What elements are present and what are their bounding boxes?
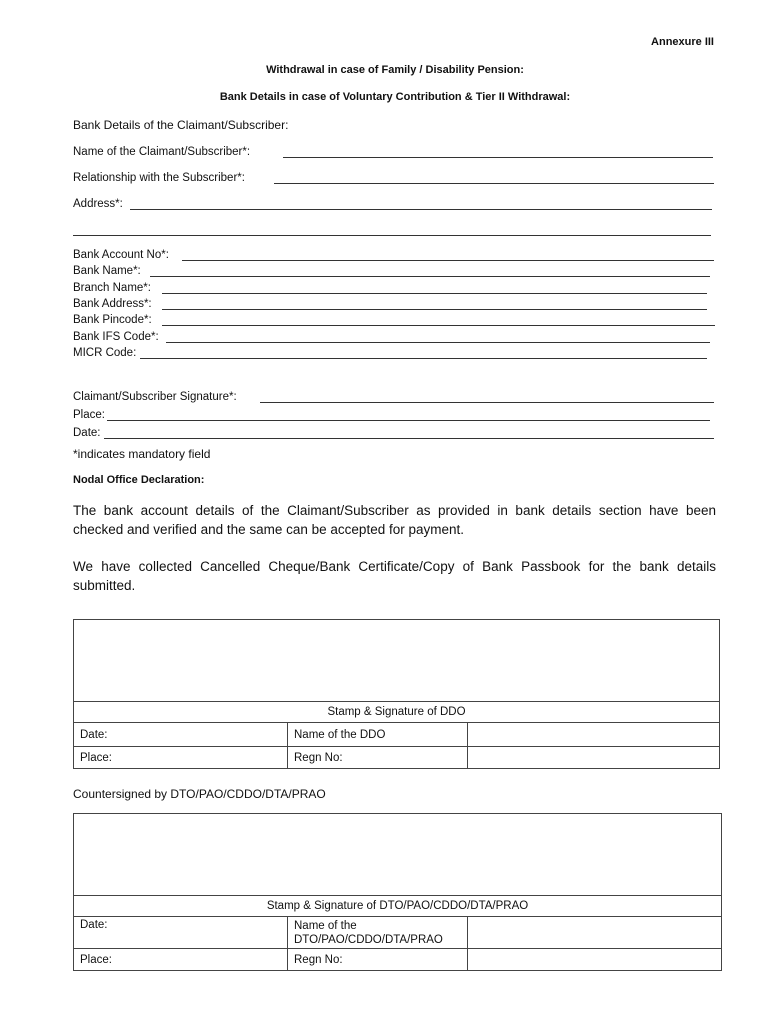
bank-name-field[interactable] [73,265,141,279]
signature-line[interactable] [260,391,714,403]
relationship-label: Relationship with the Subscriber*: [73,172,245,184]
bank-address-line[interactable] [162,298,707,310]
dto-stamp-label: Stamp & Signature of DTO/PAO/CDDO/DTA/PRAO [74,896,722,917]
address-field[interactable] [73,198,123,212]
account-no-label: Bank Account No*: [73,249,169,261]
branch-name-line[interactable] [162,282,707,294]
bank-name-line[interactable] [150,265,710,277]
dto-regn-value[interactable] [468,949,722,971]
claimant-name-label: Name of the Claimant/Subscriber*: [73,146,251,158]
title-bank-details: Bank Details in case of Voluntary Contribution & Tier II Withdrawal: [219,91,571,103]
address-line-1[interactable] [130,198,712,210]
micr-code-label: MICR Code: [73,347,137,359]
nodal-paragraph-1: The bank account details of the Claimant/Subscriber as provided in bank details section have been checked and verified and the same can be accepted for payment. [73,503,716,537]
ifs-code-label: Bank IFS Code*: [73,331,159,343]
mandatory-note: *indicates mandatory field [73,447,211,461]
address-line-2[interactable] [73,224,711,236]
micr-code-field[interactable] [73,347,136,361]
dto-regn-cell: Regn No: [288,949,468,971]
date-field[interactable] [73,427,101,441]
title-withdrawal: Withdrawal in case of Family / Disability Pension: [266,64,524,76]
nodal-heading: Nodal Office Declaration: [73,474,205,486]
account-no-line[interactable] [182,249,714,261]
branch-name-label: Branch Name*: [73,282,151,294]
date-label: Date: [73,427,101,439]
dto-name-label-line2: DTO/PAO/CDDO/DTA/PRAO [294,934,443,946]
branch-name-field[interactable] [73,282,151,296]
place-field[interactable] [73,409,105,423]
ddo-regn-cell: Regn No: [288,747,468,769]
micr-code-line[interactable] [140,347,707,359]
signature-label: Claimant/Subscriber Signature*: [73,391,237,403]
bank-pincode-line[interactable] [162,314,715,326]
address-label: Address*: [73,198,123,210]
claimant-section-label: Bank Details of the Claimant/Subscriber: [73,118,289,132]
bank-name-label: Bank Name*: [73,265,141,277]
dto-name-value[interactable] [468,917,722,949]
bank-address-field[interactable] [73,298,152,312]
ifs-code-field[interactable] [73,331,159,345]
countersigned-label: Countersigned by DTO/PAO/CDDO/DTA/PRAO [73,787,326,801]
bank-address-label: Bank Address*: [73,298,152,310]
place-line[interactable] [107,409,710,421]
nodal-paragraph-2: We have collected Cancelled Cheque/Bank Certificate/Copy of Bank Passbook for the bank details submitted. [73,559,716,593]
annexure-label: Annexure III [651,36,714,48]
dto-name-label-line1: Name of the [294,920,357,932]
dto-stamp-area[interactable] [74,814,722,896]
ddo-place-cell[interactable]: Place: [74,747,288,769]
ddo-stamp-area[interactable] [74,620,720,702]
place-label: Place: [73,409,105,421]
ifs-code-line[interactable] [166,331,710,343]
ddo-stamp-table [73,619,720,769]
ddo-regn-value[interactable] [468,747,720,769]
ddo-name-value[interactable] [468,723,720,747]
dto-date-cell[interactable]: Date: [74,917,288,949]
claimant-name-line[interactable] [283,146,713,158]
bank-pincode-field[interactable] [73,314,152,328]
dto-stamp-table [73,813,722,971]
ddo-name-cell: Name of the DDO [288,723,468,747]
dto-place-cell[interactable]: Place: [74,949,288,971]
account-no-field[interactable] [73,249,169,263]
date-line[interactable] [104,427,714,439]
claimant-name-field[interactable] [73,146,250,160]
bank-pincode-label: Bank Pincode*: [73,314,152,326]
ddo-stamp-label: Stamp & Signature of DDO [74,702,720,723]
relationship-line[interactable] [274,172,714,184]
signature-field[interactable] [73,391,237,405]
dto-name-cell [288,917,468,949]
ddo-date-cell[interactable]: Date: [74,723,288,747]
relationship-field[interactable] [73,172,245,186]
